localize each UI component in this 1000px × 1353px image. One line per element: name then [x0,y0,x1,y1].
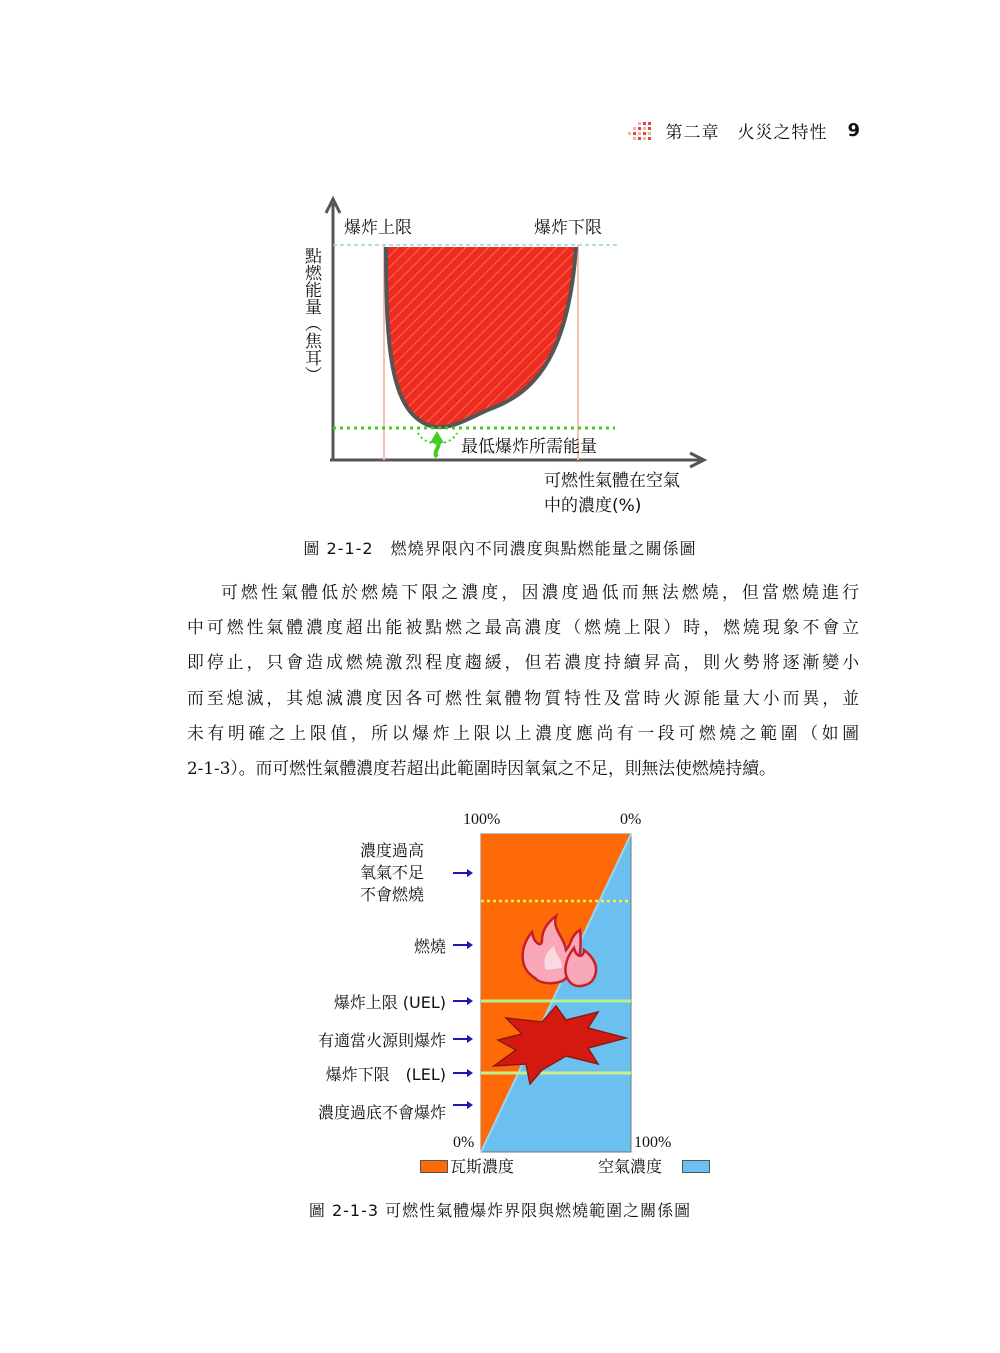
zone-label-too-high [360,840,446,906]
figure-explosion-range-diagram [280,808,720,1188]
figure-ignition-energy-diagram [280,195,720,525]
paragraph-line: 2-1-3）。而可燃性氣體濃度若超出此範圍時因氧氣之不足，則無法使燃燒持續。 [187,758,776,779]
decorative-dots-icon [628,122,651,140]
legend-air-swatch [682,1160,710,1173]
zone-label-burning: 燃燒 [413,937,446,956]
min-energy-label: 最低爆炸所需能量 [461,437,597,457]
x-axis-label [544,469,714,519]
bottom-right-tick: 100% [634,1134,672,1151]
page-header [628,118,860,143]
paragraph-line: 而至熄滅，其熄滅濃度因各可燃性氣體物質特性及當時火源能量大小而異，並 [187,687,859,708]
paragraph-line: 即停止，只會造成燃燒激烈程度趨緩，但若濃度持續昇高，則火勢將逐漸變小 [187,652,859,673]
page-number: 9 [847,120,860,141]
bottom-left-tick: 0% [453,1134,475,1151]
zone-label-line: 濃度過高 [360,841,425,860]
figure2-caption: 圖 2-1-3 可燃性氣體爆炸界限與燃燒範圍之關係圖 [308,1201,692,1220]
figure1-caption: 圖 2-1-2 燃燒界限內不同濃度與點燃能量之關係圖 [303,539,697,558]
upper-limit-label: 爆炸上限 [344,218,412,238]
x-axis-label-line2: 中的濃度(%) [544,496,642,516]
lower-limit-label: 爆炸下限 [534,218,602,238]
legend-air-label: 空氣濃度 [598,1157,663,1176]
top-right-tick: 0% [620,811,642,828]
paragraph-line: 可燃性氣體低於燃燒下限之濃度，因濃度過低而無法燃燒，但當燃燒進行 [221,582,859,602]
zone-label-uel: 爆炸上限 (UEL) [333,993,446,1012]
zone-label-lel: 爆炸下限 (LEL) [325,1065,446,1084]
chapter-title: 第二章 火災之特性 [665,123,828,143]
zone-label-line: 不會燃燒 [360,885,425,904]
y-axis-label: 點燃能量（焦耳） [301,247,321,383]
paragraph-line: 中可燃性氣體濃度超出能被點燃之最高濃度（燃燒上限）時，燃燒現象不會立 [187,617,859,638]
zone-label-explode: 有適當火源則爆炸 [317,1031,446,1050]
top-left-tick: 100% [463,811,501,828]
legend [420,1154,715,1178]
zone-label-too-low: 濃度過底不會爆炸 [317,1103,446,1122]
zone-label-line: 氧氣不足 [360,863,425,882]
body-paragraph [187,575,859,786]
legend-gas-swatch [420,1160,448,1173]
legend-gas-label: 瓦斯濃度 [450,1157,515,1176]
paragraph-line: 未有明確之上限值，所以爆炸上限以上濃度應尚有一段可燃燒之範圍（如圖 [187,722,859,743]
x-axis-label-line1: 可燃性氣體在空氣 [544,471,680,491]
